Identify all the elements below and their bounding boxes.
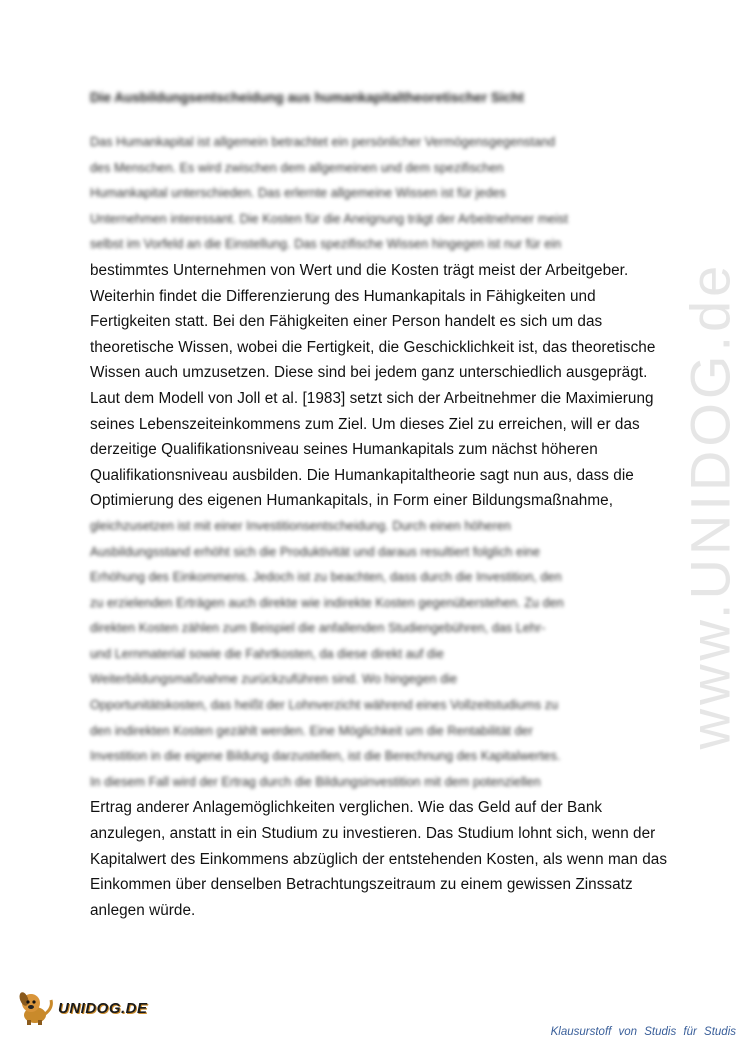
- text-line: und Lernmaterial sowie die Fahrtkosten, da diese direkt auf die: [90, 646, 444, 661]
- text-line: In diesem Fall wird der Ertrag durch die Bildungsinvestition mit dem potenziellen: [90, 774, 541, 789]
- text-line: anzulegen, anstatt in ein Studium zu investieren. Das Studium lohnt sich, wenn der: [90, 825, 656, 843]
- dog-mascot-icon: [18, 990, 56, 1026]
- text-line: Qualifikationsniveau ausbilden. Die Humankapitaltheorie sagt nun aus, dass die: [90, 466, 634, 484]
- text-line: des Menschen. Es wird zwischen dem allgemeinen und dem spezifischen: [90, 160, 504, 175]
- text-line: direkten Kosten zählen zum Beispiel die anfallenden Studiengebühren, das Lehr-: [90, 621, 546, 636]
- document-body: [90, 130, 680, 923]
- watermark-text: www.UNIDOG.de: [678, 261, 742, 749]
- text-line: Das Humankapital ist allgemein betrachtet ein persönlicher Vermögensgegenstand: [90, 135, 556, 149]
- text-line: den indirekten Kosten gezählt werden. Eine Möglichkeit um die Rentabilität der: [90, 723, 533, 738]
- text-line: Humankapital unterschieden. Das erlernte allgemeine Wissen ist für jedes: [90, 186, 506, 201]
- text-line: derzeitige Qualifikationsniveau seines Humankapitals zum nächst höheren: [90, 441, 598, 459]
- text-line: Kapitalwert des Einkommens abzüglich der entstehenden Kosten, als wenn man das: [90, 850, 668, 868]
- text-line: Fertigkeiten statt. Bei den Fähigkeiten einer Person handelt es sich um das: [90, 313, 603, 331]
- text-line: zu erzielenden Erträgen auch direkte wie indirekte Kosten gegenüberstehen. Zu den: [90, 595, 564, 610]
- text-line: Opportunitätskosten, das heißt der Lohnverzicht während eines Vollzeitstudiums zu: [90, 698, 559, 713]
- text-line: Weiterhin findet die Differenzierung des Humankapitals in Fähigkeiten und: [90, 287, 596, 305]
- text-line: Weiterbildungsmaßnahme zurückzuführen sind. Wo hingegen die: [90, 672, 458, 687]
- footer-tagline: Klausurstoff von Studis für Studis: [550, 1026, 736, 1038]
- text-line: bestimmtes Unternehmen von Wert und die Kosten trägt meist der Arbeitgeber.: [90, 261, 629, 279]
- text-line: Wissen auch umzusetzen. Diese sind bei jedem ganz unterschiedlich ausgeprägt.: [90, 364, 648, 382]
- text-line: Einkommen über denselben Betrachtungszeitraum zu einem gewissen Zinssatz: [90, 876, 633, 894]
- text-line: Investition in die eigene Bildung darzustellen, ist die Berechnung des Kapitalwertes.: [90, 749, 561, 764]
- text-line: Ertrag anderer Anlagemöglichkeiten verglichen. Wie das Geld auf der Bank: [90, 799, 603, 817]
- text-line: Unternehmen interessant. Die Kosten für die Aneignung trägt der Arbeitnehmer meist: [90, 211, 569, 226]
- text-line: seines Lebenszeiteinkommens zum Ziel. Um dieses Ziel zu erreichen, will er das: [90, 415, 640, 433]
- text-line: Laut dem Modell von Joll et al. [1983] setzt sich der Arbeitnehmer die Maximierung: [90, 389, 654, 407]
- logo-text: UNIDOG.DE: [58, 999, 148, 1017]
- text-line: Ausbildungsstand erhöht sich die Produktivität und daraus resultiert folglich eine: [90, 544, 541, 559]
- watermark: [660, 261, 750, 749]
- text-line: anlegen würde.: [90, 901, 196, 919]
- text-line: Optimierung des eigenen Humankapitals, in Form einer Bildungsmaßnahme,: [90, 492, 614, 510]
- document-heading: Die Ausbildungsentscheidung aus humankapitaltheoretischer Sicht: [90, 90, 524, 105]
- text-line: gleichzusetzen ist mit einer Investitionsentscheidung. Durch einen höheren: [90, 518, 511, 533]
- unidog-logo: [18, 988, 158, 1028]
- text-line: theoretische Wissen, wobei die Fertigkeit, die Geschicklichkeit ist, das theoretische: [90, 338, 656, 356]
- text-line: Erhöhung des Einkommens. Jedoch ist zu beachten, dass durch die Investition, den: [90, 570, 562, 585]
- text-line: selbst im Vorfeld an die Einstellung. Das spezifische Wissen hingegen ist nur für ein: [90, 237, 562, 252]
